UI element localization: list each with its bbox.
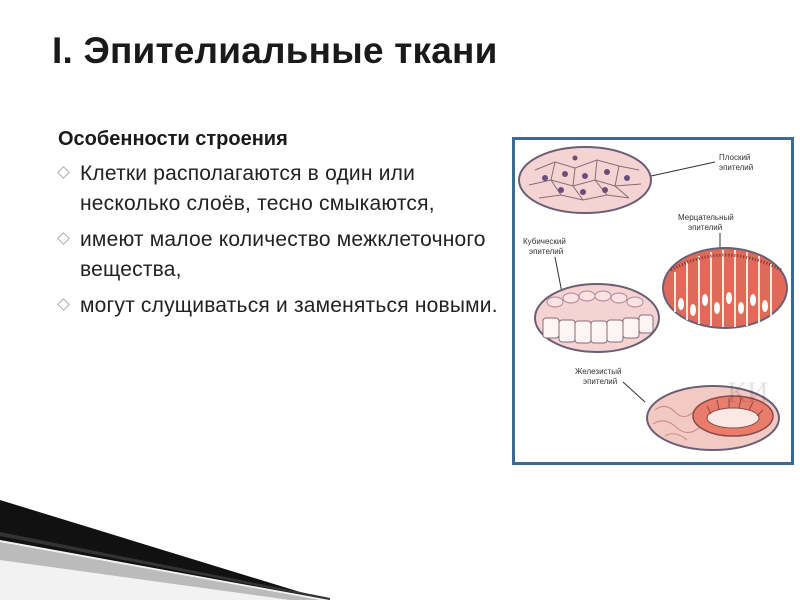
bullet-item bbox=[58, 291, 513, 321]
bullet-item bbox=[58, 159, 513, 219]
flat-epithelium bbox=[519, 147, 753, 213]
epithelium-diagram bbox=[515, 140, 791, 462]
bullet-text: имеют малое количество межклеточного вещества, bbox=[80, 228, 486, 281]
ciliated-epithelium bbox=[663, 213, 787, 328]
label-cubic-1: Кубический bbox=[523, 237, 566, 246]
label-glandular-1: Железистый bbox=[575, 367, 622, 376]
bullet-list bbox=[58, 159, 513, 321]
cubic-epithelium bbox=[523, 237, 659, 352]
label-flat-2: эпителий bbox=[719, 163, 754, 172]
bullet-text: могут слущиваться и заменяться новыми. bbox=[80, 294, 498, 317]
bullet-item bbox=[58, 225, 513, 285]
label-flat-1: Плоский bbox=[719, 153, 751, 162]
label-ciliated-1: Мерцательный bbox=[678, 213, 734, 222]
bullet-text: Клетки располагаются в один или несколько слоёв, тесно смыкаются, bbox=[80, 162, 435, 215]
text-block bbox=[58, 128, 513, 327]
diamond-bullet-icon bbox=[57, 166, 69, 178]
label-ciliated-2: эпителий bbox=[688, 223, 723, 232]
subheading: Особенности строения bbox=[58, 128, 288, 150]
watermark-logo: КИ bbox=[727, 376, 769, 409]
glandular-epithelium bbox=[575, 367, 779, 450]
epithelium-illustration bbox=[512, 137, 794, 465]
diamond-bullet-icon bbox=[57, 232, 69, 244]
diamond-bullet-icon bbox=[57, 298, 69, 310]
label-cubic-2: эпителий bbox=[529, 247, 564, 256]
slide-title: I. Эпителиальные ткани bbox=[52, 30, 498, 71]
label-glandular-2: эпителий bbox=[583, 377, 618, 386]
